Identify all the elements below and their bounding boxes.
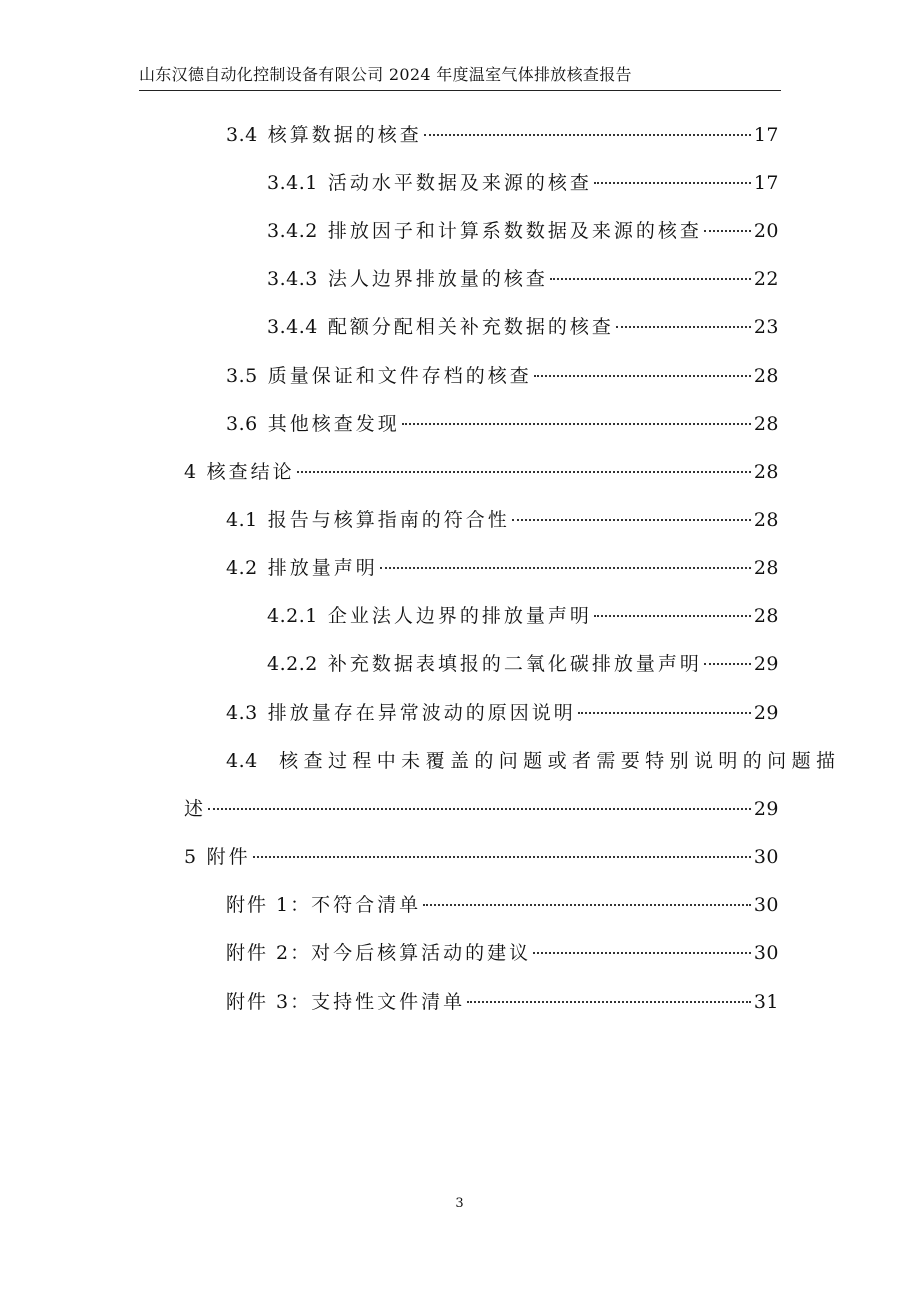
toc-entry-page: 28 (753, 557, 779, 579)
toc-entry-4-2[interactable] (226, 553, 779, 583)
toc-entry-page: 30 (753, 894, 779, 916)
toc-entry-3-4[interactable] (226, 120, 779, 150)
toc-entry-page: 17 (753, 124, 779, 146)
toc-entry-page: 28 (753, 605, 779, 627)
toc-entry-title: 法人边界排放量的核查 (327, 268, 548, 290)
toc-entry-number: 4.4 (226, 750, 258, 772)
toc-entry-4-2-1[interactable] (267, 601, 779, 631)
dot-leader (253, 856, 751, 858)
toc-entry-number: 4.2.2 (267, 653, 318, 675)
toc-entry-number: 附件 1： (226, 894, 312, 916)
dot-leader (594, 615, 751, 617)
toc-entry-3-5[interactable] (226, 361, 779, 391)
toc-entry-title: 不符合清单 (311, 894, 422, 916)
dot-leader (402, 423, 751, 425)
toc-entry-page: 20 (753, 220, 779, 242)
toc-entry-title: 质量保证和文件存档的核查 (267, 365, 532, 387)
toc-entry-number: 附件 2： (226, 942, 312, 964)
toc-entry-number: 3.4.3 (267, 268, 318, 290)
toc-entry-appendix-2[interactable] (226, 938, 779, 968)
toc-entry-title: 附件 (206, 846, 251, 868)
toc-entry-3-6[interactable] (226, 409, 779, 439)
dot-leader (208, 808, 751, 810)
dot-leader (512, 519, 751, 521)
dot-leader (533, 952, 751, 954)
toc-entry-number: 4.3 (226, 702, 258, 724)
toc-entry-page: 23 (753, 316, 779, 338)
dot-leader (380, 567, 751, 569)
toc-entry-3-4-3[interactable] (267, 264, 779, 294)
toc-entry-page: 29 (753, 702, 779, 724)
dot-leader (550, 278, 751, 280)
toc-entry-page: 17 (753, 172, 779, 194)
toc-entry-page: 29 (753, 798, 779, 820)
toc-entry-title: 配额分配相关补充数据的核查 (327, 316, 614, 338)
dot-leader (423, 904, 751, 906)
toc-entry-number: 4.1 (226, 509, 258, 531)
dot-leader (578, 712, 751, 714)
toc-entry-page: 28 (753, 365, 779, 387)
toc-entry-number: 4.2 (226, 557, 258, 579)
toc-entry-appendix-1[interactable] (226, 890, 779, 920)
toc-entry-title: 排放量声明 (267, 557, 378, 579)
toc-entry-4-2-2[interactable] (267, 649, 779, 679)
toc-entry-number: 4 (184, 461, 197, 483)
toc-entry-4-4[interactable] (226, 746, 840, 776)
toc-entry-page: 28 (753, 413, 779, 435)
toc-entry-title: 核算数据的核查 (267, 124, 422, 146)
toc-entry-title: 对今后核算活动的建议 (311, 942, 532, 964)
toc-entry-4-4-continued[interactable] (184, 794, 779, 824)
toc-entry-page: 29 (753, 653, 779, 675)
toc-entry-title: 补充数据表填报的二氧化碳排放量声明 (327, 653, 702, 675)
toc-entry-number: 3.4.1 (267, 172, 318, 194)
toc-entry-number: 3.4.4 (267, 316, 318, 338)
toc-entry-number: 3.4 (226, 124, 258, 146)
header-title: 山东汉德自动化控制设备有限公司 2024 年度温室气体排放核查报告 (139, 65, 632, 84)
toc-entry-title: 排放量存在异常波动的原因说明 (267, 702, 576, 724)
toc-entry-3-4-2[interactable] (267, 216, 779, 246)
dot-leader (467, 1001, 751, 1003)
toc-entry-page: 28 (753, 509, 779, 531)
toc-entry-number: 4.2.1 (267, 605, 318, 627)
toc-entry-page: 28 (753, 461, 779, 483)
toc-entry-number: 5 (184, 846, 197, 868)
toc-entry-3-4-4[interactable] (267, 312, 779, 342)
toc-entry-number: 3.5 (226, 365, 258, 387)
toc-entry-page: 22 (753, 268, 779, 290)
toc-entry-3-4-1[interactable] (267, 168, 779, 198)
toc-entry-4-1[interactable] (226, 505, 779, 535)
toc-entry-title: 支持性文件清单 (311, 991, 466, 1013)
dot-leader (297, 471, 751, 473)
toc-entry-title-continued: 述 (184, 798, 207, 820)
toc-entry-number: 3.6 (226, 413, 258, 435)
dot-leader (424, 134, 751, 136)
dot-leader (704, 230, 751, 232)
toc-entry-number: 附件 3： (226, 991, 312, 1013)
dot-leader (704, 663, 751, 665)
toc-entry-title: 企业法人边界的排放量声明 (327, 605, 592, 627)
toc-entry-title: 核查过程中未覆盖的问题或者需要特别说明的问题描 (279, 750, 841, 772)
toc-entry-4-3[interactable] (226, 698, 779, 728)
toc-entry-title: 核查结论 (206, 461, 295, 483)
toc-entry-page: 31 (753, 991, 779, 1013)
toc-entry-5[interactable] (184, 842, 779, 872)
toc-entry-number: 3.4.2 (267, 220, 318, 242)
dot-leader (534, 375, 751, 377)
toc-entry-title: 活动水平数据及来源的核查 (327, 172, 592, 194)
toc-entry-title: 排放因子和计算系数数据及来源的核查 (327, 220, 702, 242)
toc-entry-appendix-3[interactable] (226, 987, 779, 1017)
dot-leader (594, 182, 751, 184)
page-number: 3 (455, 1196, 464, 1211)
toc-entry-page: 30 (753, 846, 779, 868)
dot-leader (616, 326, 751, 328)
toc-entry-title: 其他核查发现 (267, 413, 400, 435)
toc-entry-title: 报告与核算指南的符合性 (267, 509, 510, 531)
toc-entry-page: 30 (753, 942, 779, 964)
toc-entry-4[interactable] (184, 457, 779, 487)
